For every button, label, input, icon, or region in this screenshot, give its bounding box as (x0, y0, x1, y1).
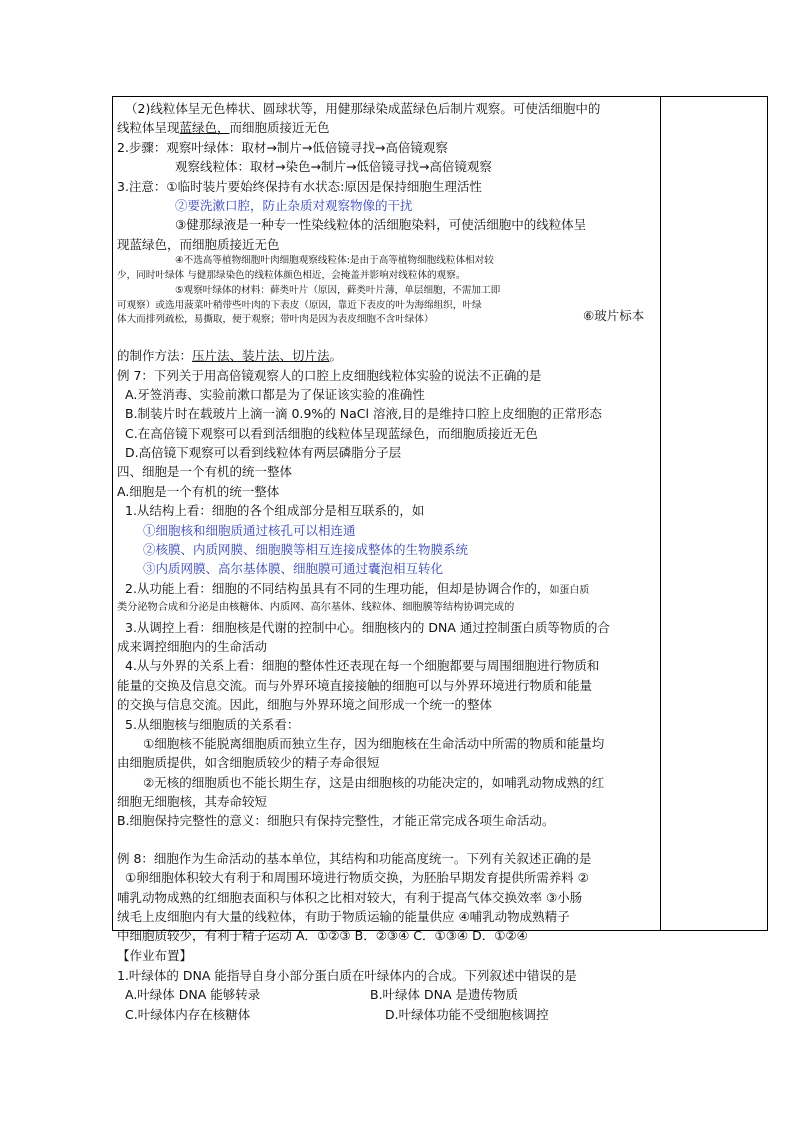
text-line (117, 313, 655, 328)
homework-question: 1.叶绿体的 DNA 能指导自身小部分蛋白质在叶绿体内的合成。下列叙述中错误的是 (117, 967, 577, 983)
text-span: 可观察）或选用菠菜叶稍带些叶肉的下表皮（原因，靠近下表皮的叶为海绵组织，叶绿 (117, 299, 482, 311)
text-line (117, 269, 655, 284)
option-a: A.叶绿体 DNA 能够转录 (125, 987, 261, 1002)
homework-heading: 【作业布置】 (117, 948, 193, 963)
text-span: 体大而排列疏松，易撕取，便于观察；带叶肉是因为表皮细胞不含叶绿体） (117, 314, 434, 326)
text-span: 的交换与信息交流。因此，细胞与外界环境之间形成一个统一的整体 (117, 697, 493, 713)
text-line (117, 888, 655, 907)
text-span: ①细胞核不能脱离细胞质而独立生存，因为细胞核在生命活动中所需的物质和能量均 (143, 735, 605, 751)
option-d: D.叶绿体功能不受细胞核调控 (385, 1006, 549, 1022)
text-line (117, 579, 655, 598)
spacer (117, 328, 655, 346)
text-span: A.牙签消毒、实验前漱口都是为了保证该实验的准确性 (125, 386, 425, 402)
text-line (117, 346, 655, 365)
option-b: B.叶绿体 DNA 是遗传物质 (370, 987, 519, 1002)
text-span: B.细胞保持完整性的意义：细胞只有保持完整性，才能正常完成各项生命活动。 (117, 813, 555, 829)
text-line (117, 715, 655, 734)
text-span: 而细胞质接近无色 (229, 120, 330, 136)
text-line (117, 521, 655, 540)
text-line (117, 849, 655, 868)
text-span: 绒毛上皮细胞内有大量的线粒体，有助于物质运输的能量供应 ④哺乳动物成熟精子 (117, 909, 570, 925)
text-span: 的制作方法： (117, 348, 193, 364)
option-c: C.叶绿体内存在核糖体 (125, 1006, 251, 1022)
small-text-span: 如蛋白质 (549, 584, 590, 596)
homework-section (117, 946, 757, 1024)
text-span: 5.从细胞核与细胞质的关系看： (125, 716, 300, 732)
text-span: ②核膜、内质网膜、细胞膜等相互连接成整体的生物膜系统 (143, 542, 469, 558)
text-span: 3.从调控上看：细胞核是代谢的控制中心。细胞核内的 DNA 通过控制蛋白质等物质的合 (125, 619, 610, 635)
homework-options-row-1 (117, 985, 757, 1005)
text-span: ①细胞核和细胞质通过核孔可以相连通 (143, 522, 356, 538)
text-span: 线粒体呈现 (117, 120, 180, 136)
text-span: 观察线粒体：取材→染色→制片→低倍镜寻找→高倍镜观察 (175, 159, 492, 175)
text-line (117, 99, 655, 118)
text-span: ③健那绿液是一种专一性染线粒体的活细胞染料，可使活细胞中的线粒体呈 (175, 217, 587, 233)
text-line (117, 118, 655, 137)
text-line (117, 637, 655, 656)
text-span: ⑤观察叶绿体的材料：藓类叶片（原因，藓类叶片薄，单层细胞，不需加工即 (175, 284, 501, 296)
text-line (117, 907, 655, 926)
text-line (117, 196, 655, 215)
text-line (117, 559, 655, 578)
text-line (117, 773, 655, 792)
table-cell-content (117, 99, 655, 946)
text-line (117, 656, 655, 675)
text-line (117, 792, 655, 811)
text-line (117, 215, 655, 234)
text-span: 3.注意：①临时装片要始终保持有水状态:原因是保持细胞生理活性 (117, 178, 482, 194)
text-span: 现蓝绿色，而细胞质接近无色 (117, 236, 280, 252)
text-span: 哺乳动物成熟的红细胞表面积与体积之比相对较大，有利于提高气体交换效率 ③小肠 (117, 889, 583, 905)
text-span: 4.从与外界的关系上看：细胞的整体性还表现在每一个细胞都要与周围细胞进行物质和 (125, 658, 600, 674)
text-line (117, 254, 655, 269)
text-line (117, 695, 655, 714)
right-fragment-text: ⑥玻片标本 (583, 308, 645, 323)
text-span: 能量的交换及信息交流。而与外界环境直接接触的细胞可以与外界环境进行物质和能量 (117, 677, 593, 693)
text-line (117, 284, 655, 299)
text-span: 例 7：下列关于用高倍镜观察人的口腔上皮细胞线粒体实验的说法不正确的是 (117, 367, 542, 383)
text-span: C.在高倍镜下观察可以看到活细胞的线粒体呈现蓝绿色，而细胞质接近无色 (125, 425, 538, 441)
text-line (117, 540, 655, 559)
text-line (117, 366, 655, 385)
text-span: 例 8：细胞作为生命活动的基本单位，其结构和功能高度统一。下列有关叙述正确的是 (117, 850, 592, 866)
text-line (117, 235, 655, 254)
homework-options-row-2 (117, 1005, 757, 1025)
text-span: 由细胞质提供，如含细胞质较少的精子寿命很短 (117, 755, 380, 771)
text-line (117, 676, 655, 695)
text-line (117, 157, 655, 176)
text-span: 2.从功能上看：细胞的不同结构虽具有不同的生理功能，但却是协调合作的， (125, 580, 550, 596)
table-column-divider (660, 96, 661, 931)
text-span: ②无核的细胞质也不能长期生存，这是由细胞核的功能决定的，如哺乳动物成熟的红 (143, 774, 605, 790)
text-span: A.细胞是一个有机的统一整体 (117, 483, 280, 499)
text-span: 细胞无细胞核，其寿命较短 (117, 794, 268, 810)
text-span: 类分泌物合成和分泌是由核糖体、内质网、高尔基体、线粒体、细胞膜等结构协调完成的 (117, 602, 515, 614)
text-line (117, 926, 655, 945)
text-line (117, 482, 655, 501)
text-span: ③内质网膜、高尔基体膜、细胞膜可通过囊泡相互转化 (143, 561, 444, 577)
text-span: 四、细胞是一个有机的统一整体 (117, 464, 293, 480)
text-line (117, 404, 655, 423)
text-span: 少，同时叶绿体 与健那绿染色的线粒体颜色相近，会掩盖并影响对线粒体的观察。 (117, 269, 466, 281)
text-span: 中细胞质较少，有利于精子运动 A．①②③ B．②③④ C．①③④ D．①②④ (117, 928, 528, 944)
text-line (117, 598, 655, 617)
text-line (117, 138, 655, 157)
text-span: ④不选高等植物细胞叶肉细胞观察线粒体:是由于高等植物细胞线粒体相对较 (175, 255, 494, 267)
text-span: 成来调控细胞内的生命活动 (117, 638, 268, 654)
text-line (117, 443, 655, 462)
text-line (117, 299, 655, 314)
underlined-text: 压片法、装片法、切片法 (192, 348, 330, 364)
text-line (117, 501, 655, 520)
text-span: 。 (329, 348, 343, 364)
text-span: B.制装片时在载玻片上滴一滴 0.9%的 NaCl 溶液,目的是维持口腔上皮细胞的正常形态 (125, 406, 602, 422)
text-line (117, 753, 655, 772)
text-line (117, 868, 655, 887)
text-line (117, 462, 655, 481)
text-line (117, 811, 655, 830)
text-span: ②要洗漱口腔，防止杂质对观察物像的干扰 (175, 197, 413, 213)
text-line (117, 177, 655, 196)
text-span: 1.从结构上看：细胞的各个组成部分是相互联系的，如 (125, 503, 425, 519)
text-line (117, 424, 655, 443)
underlined-text: 蓝绿色， (179, 120, 230, 136)
text-line (117, 734, 655, 753)
text-span: 2.步骤：观察叶绿体：取材→制片→低倍镜寻找→高倍镜观察 (117, 139, 448, 155)
text-span: （2)线粒体呈无色棒状、圆球状等，用健那绿染成蓝绿色后制片观察。可使活细胞中的 (125, 101, 601, 116)
text-span: D.高倍镜下观察可以看到线粒体有两层磷脂分子层 (125, 445, 402, 461)
text-line (117, 618, 655, 637)
text-line (117, 385, 655, 404)
spacer (117, 831, 655, 849)
text-span: ①卵细胞体积较大有利于和周围环境进行物质交换，为胚胎早期发育提供所需养料 ② (125, 870, 589, 886)
